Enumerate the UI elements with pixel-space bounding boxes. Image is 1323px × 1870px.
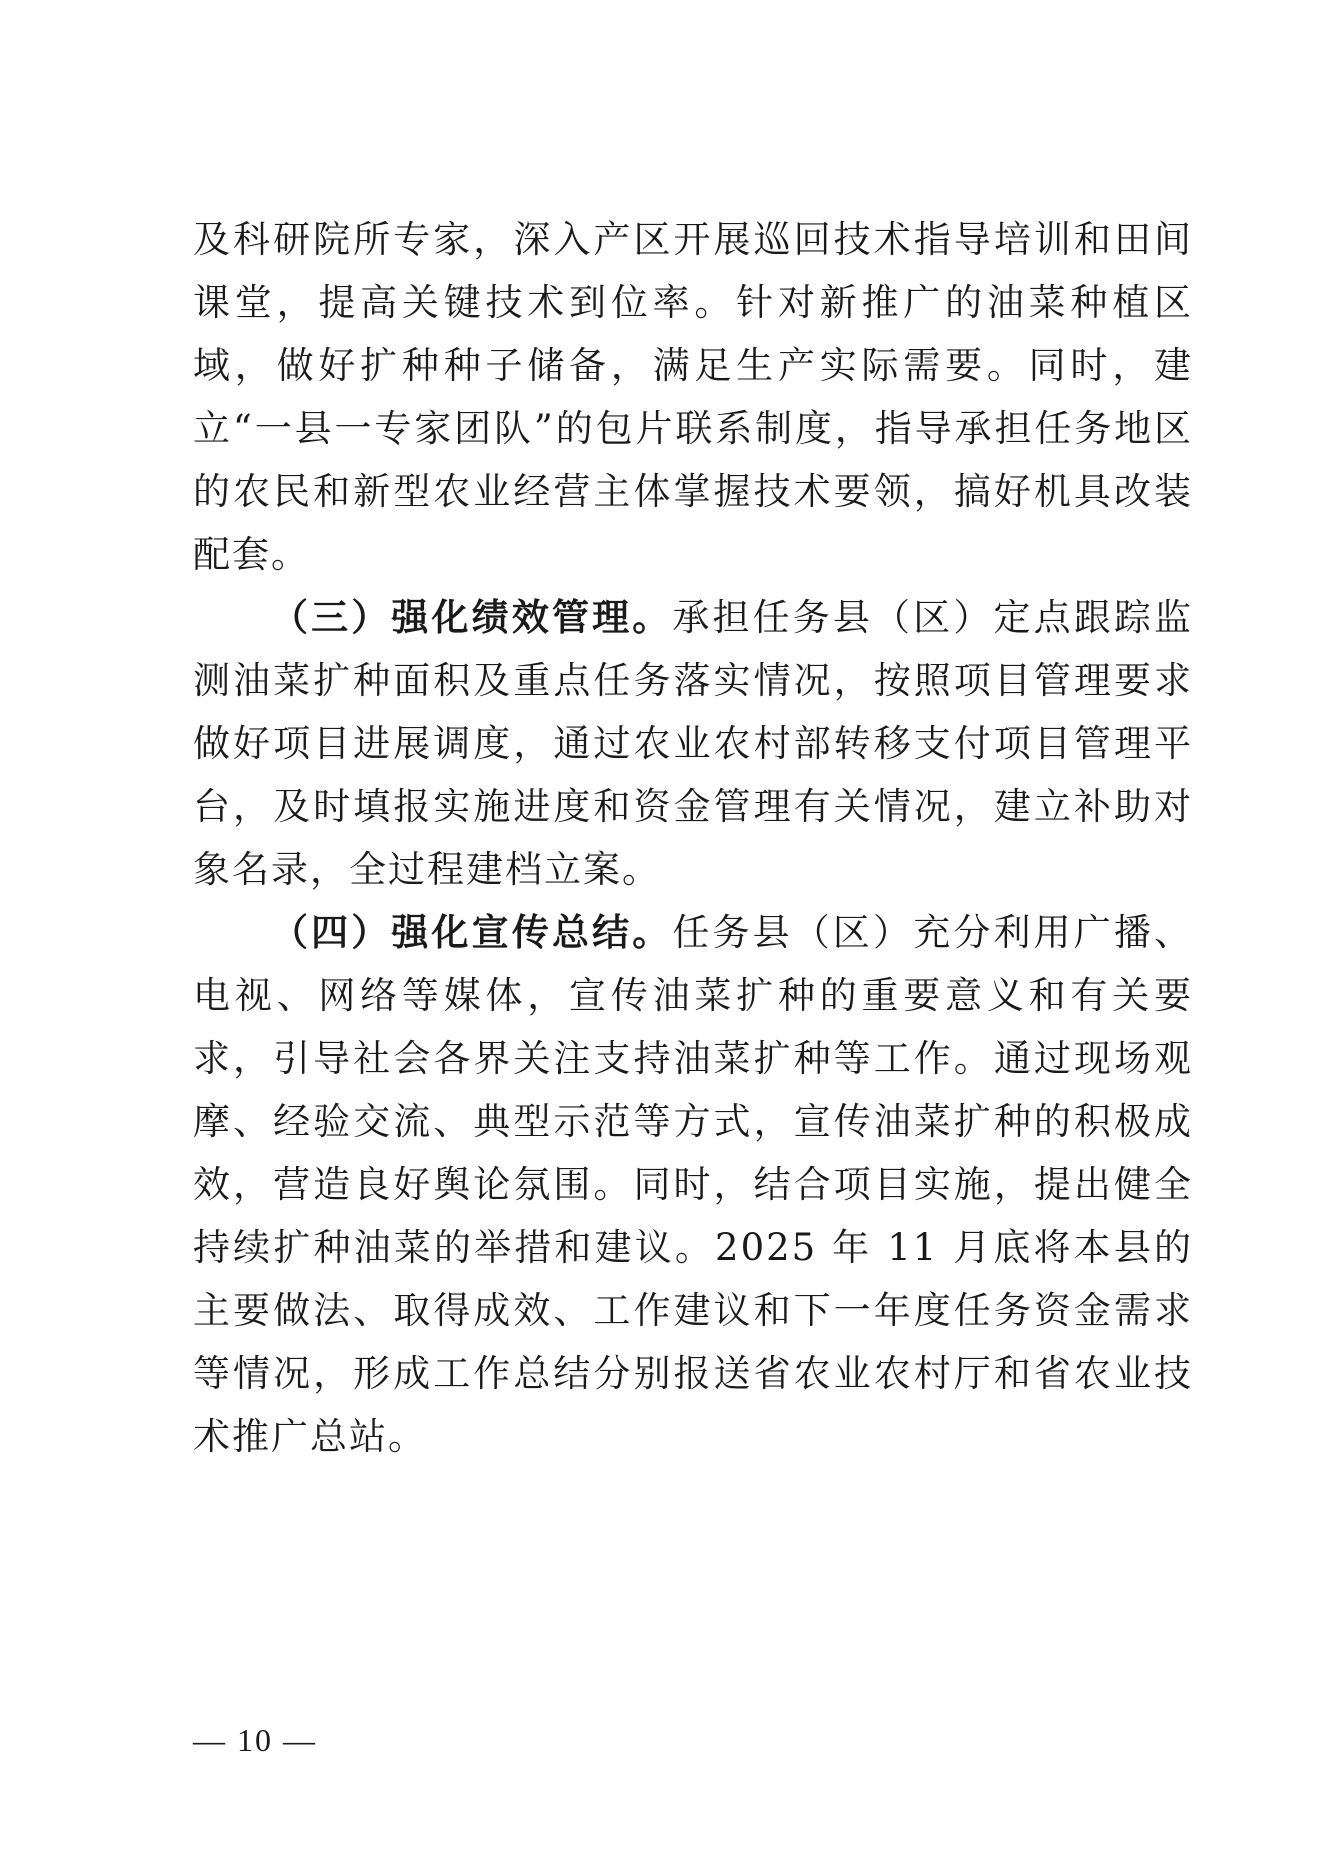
paragraph-continuation: [193, 208, 1193, 586]
page-number: — 10 —: [193, 1722, 317, 1758]
paragraph-text: 及科研院所专家，深入产区开展巡回技术指导培训和田间课堂，提高关键技术到位率。针对新推广的油菜种植区域，做好扩种种子储备，满足生产实际需要。同时，建立“一县一专家团队”的包片联系制度，指导承担任务地区的农民和新型农业经营主体掌握技术要领，搞好机具改装配套。: [193, 218, 1193, 576]
document-body: [193, 208, 1193, 1468]
paragraph-text: 任务县（区）充分利用广播、电视、网络等媒体，宣传油菜扩种的重要意义和有关要求，引导社会各界关注支持油菜扩种等工作。通过现场观摩、经验交流、典型示范等方式，宣传油菜扩种的积极成效，营造良好舆论氛围。同时，结合项目实施，提出健全持续扩种油菜的举措和建议。2025 年 11 月底将本县的主要做法、取得成效、工作建议和下一年度任务资金需求等情况，形成工作总结分别报送省农业农村厅和省农业技术推广总站。: [193, 911, 1194, 1458]
paragraph-text: 承担任务县（区）定点跟踪监测油菜扩种面积及重点任务落实情况，按照项目管理要求做好项目进展调度，通过农业农村部转移支付项目管理平台，及时填报实施进度和资金管理有关情况，建立补助对象名录，全过程建档立案。: [193, 596, 1194, 891]
section-heading: （四）强化宣传总结。: [271, 910, 673, 954]
paragraph-publicity-summary: [193, 901, 1193, 1468]
paragraph-performance-management: [193, 586, 1193, 901]
section-heading: （三）强化绩效管理。: [271, 595, 673, 639]
